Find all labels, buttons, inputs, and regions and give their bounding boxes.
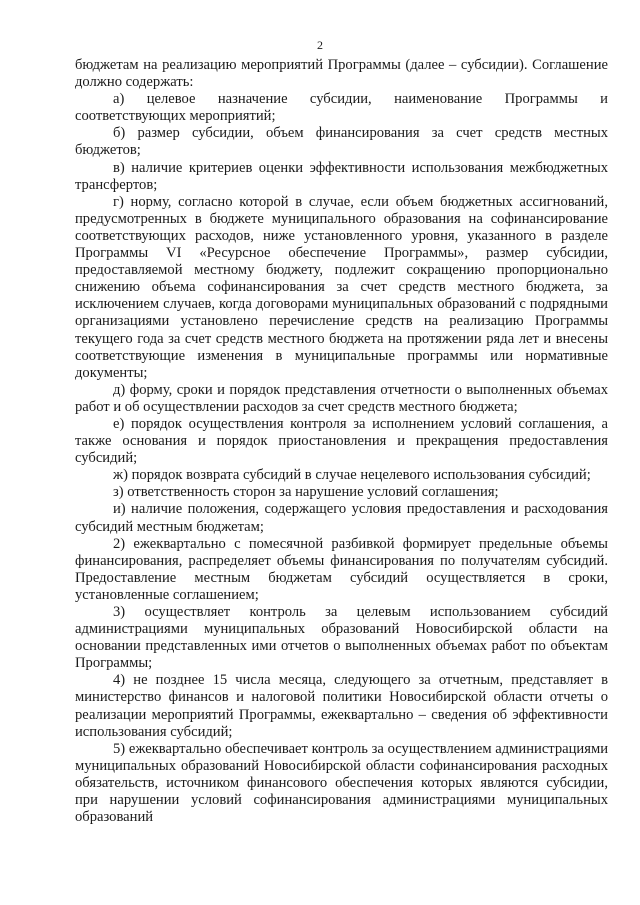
paragraph-item-d: д) форму, сроки и порядок представления отчетности о выполненных объемах работ и об осуществлении расходов за счет средств местного бюджета; [75, 381, 608, 415]
paragraph-item-a: а) целевое назначение субсидии, наименование Программы и соответствующих мероприятий; [75, 91, 608, 125]
paragraph-point-2: 2) ежеквартально с помесячной разбивкой формирует предельные объемы финансирования, распределяет объемы финансирования по получателям субсидий. Предоставление местным бюджетам субсидий осуществляется в сроки, установленные соглашением; [75, 535, 608, 603]
paragraph-point-4: 4) не позднее 15 числа месяца, следующего за отчетным, представляет в министерство финансов и налоговой политики Новосибирской области отчеты о реализации мероприятий Программы, ежеквартально – сведения об эффективности использования субсидий; [75, 672, 608, 740]
paragraph-item-v: в) наличие критериев оценки эффективности использования межбюджетных трансфертов; [75, 159, 608, 193]
paragraph-item-i: и) наличие положения, содержащего условия предоставления и расходования субсидий местным бюджетам; [75, 501, 608, 535]
page-number: 2 [317, 38, 323, 52]
paragraph-continuation: бюджетам на реализацию мероприятий Программы (далее – субсидии). Соглашение должно содержать: [75, 57, 608, 91]
paragraph-item-b: б) размер субсидии, объем финансирования за счет средств местных бюджетов; [75, 125, 608, 159]
document-body [75, 57, 608, 826]
paragraph-point-3: 3) осуществляет контроль за целевым использованием субсидий администрациями муниципальных образований Новосибирской области на основании представленных ими отчетов о выполненных объемах работ по объектам Программы; [75, 604, 608, 672]
paragraph-point-5: 5) ежеквартально обеспечивает контроль за осуществлением администрациями муниципальных образований Новосибирской области софинансирования расходных обязательств, источником финансового обеспечения которых являются субсидии, при нарушении условий софинансирования администрациями муниципальных образований [75, 740, 608, 826]
paragraph-item-zh: ж) порядок возврата субсидий в случае нецелевого использования субсидий; [113, 467, 591, 484]
paragraph-item-g: г) норму, согласно которой в случае, если объем бюджетных ассигнований, предусмотренных в бюджете муниципального образования на софинансирование соответствующих расходов, ниже установленного уровня, указанного в разделе Программы VI «Ресурсное обеспечение Программы», размер субсидии, предоставляемой местному бюджету, подлежит сокращению пропорционально снижению объема софинансирования за счет средств местного бюджета, за исключением случаев, когда договорами муниципальных образований с подрядными организациями установлено перечисление средств на реализацию Программы текущего года за счет средств местного бюджета на протяжении ряда лет и внесены соответствующие изменения в муниципальные программы или нормативные документы; [75, 193, 608, 381]
paragraph-item-z: з) ответственность сторон за нарушение условий соглашения; [113, 484, 499, 501]
paragraph-item-e: е) порядок осуществления контроля за исполнением условий соглашения, а также основания и порядок приостановления и прекращения предоставления субсидий; [75, 415, 608, 467]
